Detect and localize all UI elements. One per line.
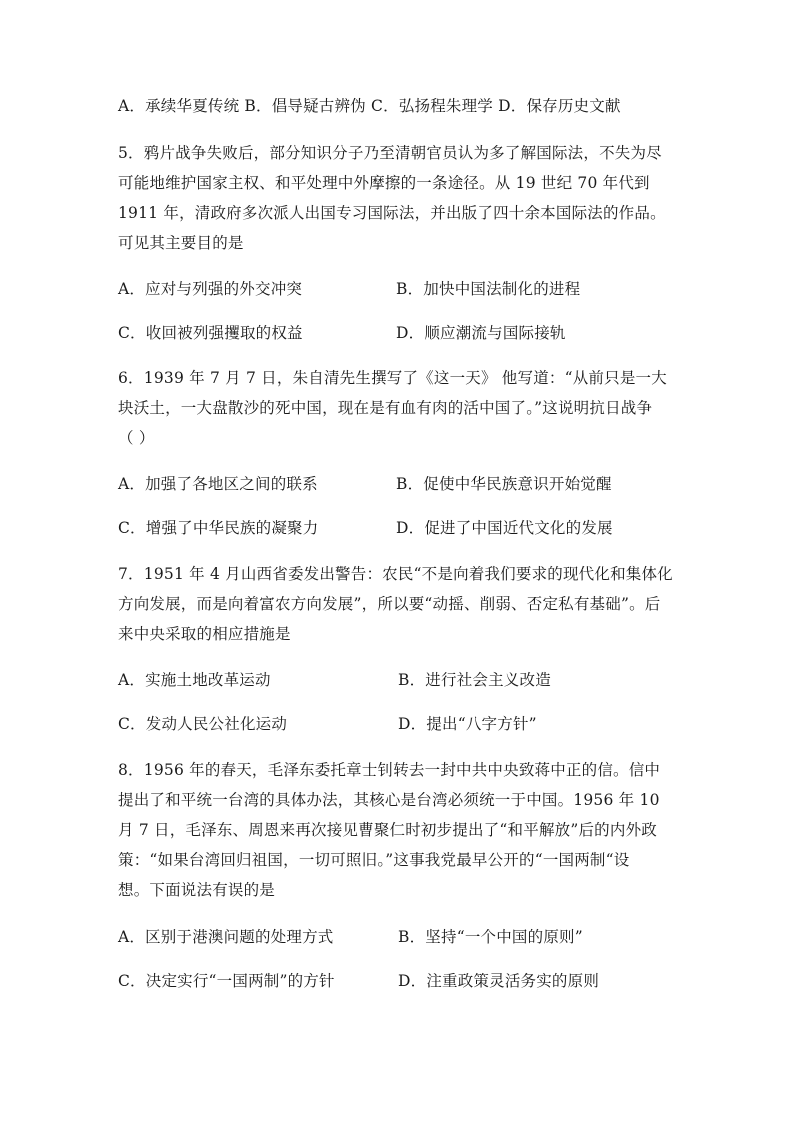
q7-option-d: D．提出“八字方针”: [398, 715, 537, 733]
q7-stem-line-2: 方向发展，而是向着富农方向发展”，所以要“动摇、削弱、否定私有基础”。后: [118, 595, 661, 613]
q8-option-c: C．决定实行“一国两制”的方针: [118, 972, 335, 990]
q8-option-d: D．注重政策灵活务实的原则: [398, 972, 600, 990]
q8-stem-line-1: 8．1956 年的春天，毛泽东委托章士钊转去一封中共中央致蒋中正的信。信中: [118, 761, 661, 779]
q5-option-c: C．收回被列强攫取的权益: [118, 324, 303, 342]
q5-option-a: A．应对与列强的外交冲突: [118, 280, 303, 298]
q7-stem-line-1: 7．1951 年 4 月山西省委发出警告：农民“不是向着我们要求的现代化和集体化: [118, 565, 673, 583]
q8-option-a: A．区别于港澳问题的处理方式: [118, 928, 334, 946]
q7-option-c: C．发动人民公社化运动: [118, 715, 288, 733]
q6-option-c: C．增强了中华民族的凝聚力: [118, 519, 319, 537]
q6-stem-line-1: 6．1939 年 7 月 7 日，朱自清先生撰写了《这一天》 他写道：“从前只是一大: [118, 369, 667, 387]
q8-option-b: B．坚持“一个中国的原则”: [398, 928, 583, 946]
q7-option-b: B．进行社会主义改造: [398, 671, 551, 689]
q5-option-d: D．顺应潮流与国际接轨: [396, 324, 566, 342]
q6-stem-line-2: 块沃土，一大盘散沙的死中国，现在是有血有肉的活中国了。”这说明抗日战争: [118, 399, 653, 417]
q8-stem-line-2: 提出了和平统一台湾的具体办法，其核心是台湾必须统一于中国。1956 年 10: [118, 791, 660, 809]
q6-option-d: D．促进了中国近代文化的发展: [396, 519, 613, 537]
q5-option-b: B．加快中国法制化的进程: [396, 280, 581, 298]
q6-option-a: A．加强了各地区之间的联系: [118, 475, 318, 493]
q8-stem-line-5: 想。下面说法有误的是: [118, 881, 276, 899]
q7-option-a: A．实施土地改革运动: [118, 671, 271, 689]
q8-stem-line-4: 策：“如果台湾回归祖国，一切可照旧。”这事我党最早公开的“一国两制“设: [118, 851, 630, 869]
q6-stem-line-3: （ ）: [118, 429, 155, 447]
q6-option-b: B．促使中华民族意识开始觉醒: [396, 475, 612, 493]
q7-stem-line-3: 来中央采取的相应措施是: [118, 625, 291, 643]
q4-options: A．承续华夏传统 B．倡导疑古辨伪 C．弘扬程朱理学 D．保存历史文献: [118, 97, 621, 115]
q5-stem-line-4: 可见其主要目的是: [118, 234, 244, 252]
q8-stem-line-3: 月 7 日，毛泽东、周恩来再次接见曹聚仁时初步提出了“和平解放”后的内外政: [118, 821, 657, 839]
q5-stem-line-2: 可能地维护国家主权、和平处理中外摩擦的一条途径。从 19 世纪 70 年代到: [118, 174, 650, 192]
q5-stem-line-1: 5．鸦片战争失败后，部分知识分子乃至清朝官员认为多了解国际法，不失为尽: [118, 144, 662, 162]
q5-stem-line-3: 1911 年，清政府多次派人出国专习国际法，并出版了四十余本国际法的作品。: [118, 204, 666, 222]
